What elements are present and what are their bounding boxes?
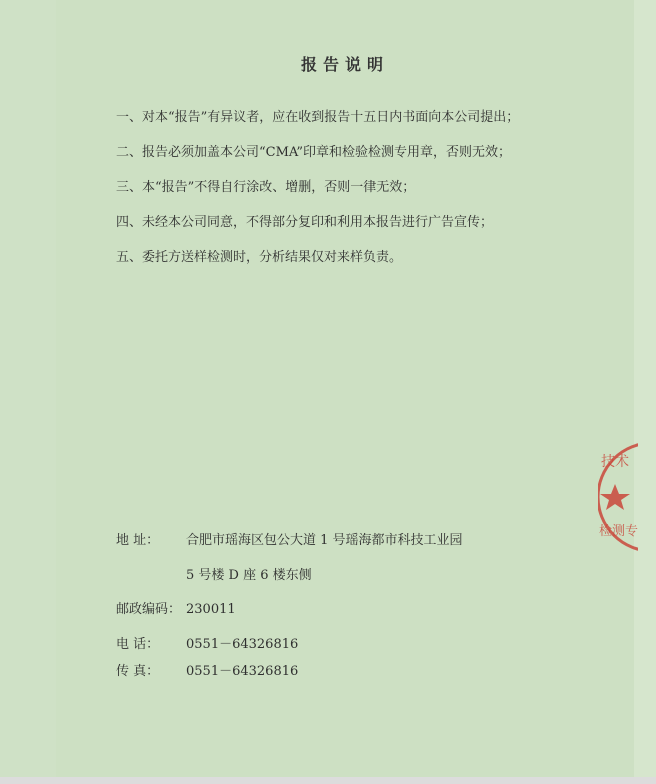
bottom-strip bbox=[0, 777, 656, 784]
seal-icon bbox=[598, 440, 638, 554]
fax-row bbox=[116, 662, 298, 682]
phone-row bbox=[116, 635, 298, 655]
address-line-2: 5 号楼 D 座 6 楼东侧 bbox=[186, 568, 312, 583]
address-label: 地 址： bbox=[116, 533, 160, 548]
postcode-row bbox=[116, 600, 236, 620]
seal-stamp bbox=[598, 440, 638, 554]
note-item-1: 一、对本“报告”有异议者，应在收到报告十五日内书面向本公司提出； bbox=[116, 110, 520, 125]
note-item-5: 五、委托方送样检测时，分析结果仅对来样负责。 bbox=[116, 250, 403, 265]
note-item-2: 二、报告必须加盖本公司“CMA”印章和检验检测专用章，否则无效； bbox=[116, 145, 512, 160]
note-item-3: 三、本“报告”不得自行涂改、增删，否则一律无效； bbox=[116, 180, 416, 195]
address-line-1: 合肥市瑶海区包公大道 1 号瑶海都市科技工业园 bbox=[186, 533, 463, 548]
notes-list bbox=[116, 108, 519, 283]
seal-text-top: 技术 bbox=[601, 454, 629, 470]
seal-text-bottom: 检测专 bbox=[599, 524, 638, 539]
postcode-value: 230011 bbox=[186, 602, 236, 617]
postcode-label: 邮政编码： bbox=[116, 602, 182, 617]
fax-label: 传 真： bbox=[116, 664, 160, 679]
page-title: 报告说明 bbox=[300, 55, 389, 74]
phone-value: 0551－64326816 bbox=[186, 637, 299, 652]
address-row bbox=[116, 531, 463, 551]
page-edge bbox=[634, 0, 656, 777]
phone-label: 电 话： bbox=[116, 637, 160, 652]
fax-value: 0551－64326816 bbox=[186, 664, 299, 679]
note-item-4: 四、未经本公司同意，不得部分复印和利用本报告进行广告宣传； bbox=[116, 215, 494, 230]
address-row-2 bbox=[186, 566, 312, 586]
